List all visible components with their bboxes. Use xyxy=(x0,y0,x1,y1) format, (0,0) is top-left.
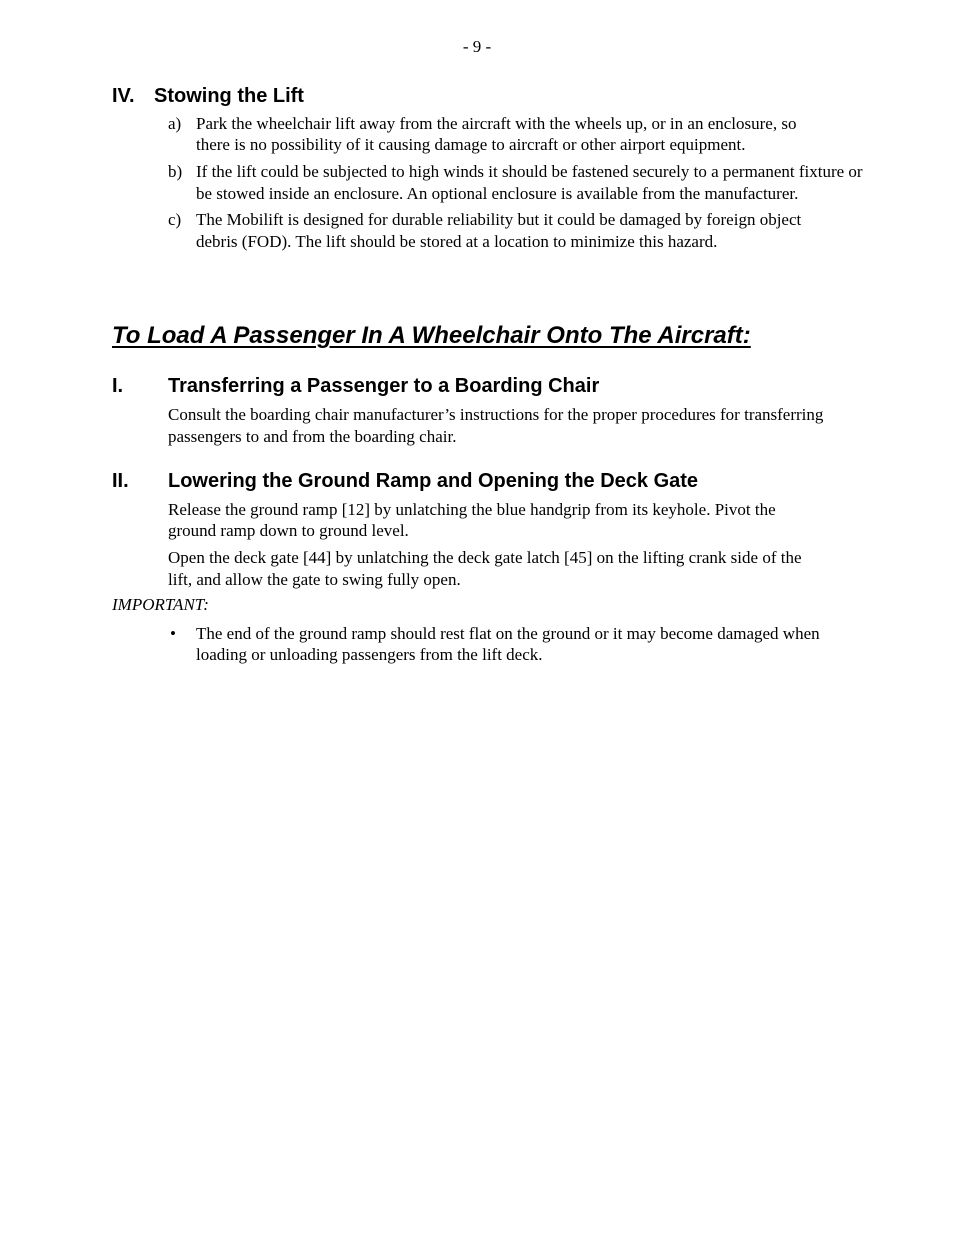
page-number: - 9 - xyxy=(462,37,492,56)
list-item-line: be stowed inside an enclosure. An optional enclosure is available from the manufacturer. xyxy=(196,184,799,203)
list-marker: c) xyxy=(168,210,182,229)
heading-title: Transferring a Passenger to a Boarding Chair xyxy=(168,375,600,397)
list-item-line: there is no possibility of it causing damage to aircraft or other airport equipment. xyxy=(196,135,746,154)
bullet-line: loading or unloading passengers from the lift deck. xyxy=(196,645,543,664)
paragraph-line: Release the ground ramp [12] by unlatching the blue handgrip from its keyhole. Pivot the xyxy=(168,500,776,519)
list-item-line: The Mobilift is designed for durable reliability but it could be damaged by foreign object xyxy=(196,210,802,229)
list-item-line: If the lift could be subjected to high winds it should be fastened securely to a permanent fixture or xyxy=(196,162,863,181)
heading-number: II. xyxy=(112,470,129,492)
bullet-marker: • xyxy=(170,624,176,643)
paragraph-line: lift, and allow the gate to swing fully open. xyxy=(168,570,461,589)
section-title: To Load A Passenger In A Wheelchair Onto The Aircraft: xyxy=(112,322,751,349)
heading-title: Lowering the Ground Ramp and Opening the Deck Gate xyxy=(168,470,699,492)
list-item-line: Park the wheelchair lift away from the aircraft with the wheels up, or in an enclosure, so xyxy=(196,114,797,133)
heading-number: IV. xyxy=(112,85,135,107)
important-label: IMPORTANT: xyxy=(112,595,209,614)
bullet-line: The end of the ground ramp should rest flat on the ground or it may become damaged when xyxy=(196,624,820,643)
heading-number: I. xyxy=(112,375,124,397)
list-marker: a) xyxy=(168,114,182,133)
paragraph-line: Open the deck gate [44] by unlatching the deck gate latch [45] on the lifting crank side of the xyxy=(168,548,802,567)
paragraph-line: passengers to and from the boarding chair. xyxy=(168,427,457,446)
list-marker: b) xyxy=(168,162,183,181)
list-item-line: debris (FOD). The lift should be stored at a location to minimize this hazard. xyxy=(196,232,718,251)
heading-title: Stowing the Lift xyxy=(154,85,304,107)
paragraph-line: ground ramp down to ground level. xyxy=(168,521,409,540)
paragraph-line: Consult the boarding chair manufacturer’s instructions for the proper procedures for transferring xyxy=(168,405,824,424)
